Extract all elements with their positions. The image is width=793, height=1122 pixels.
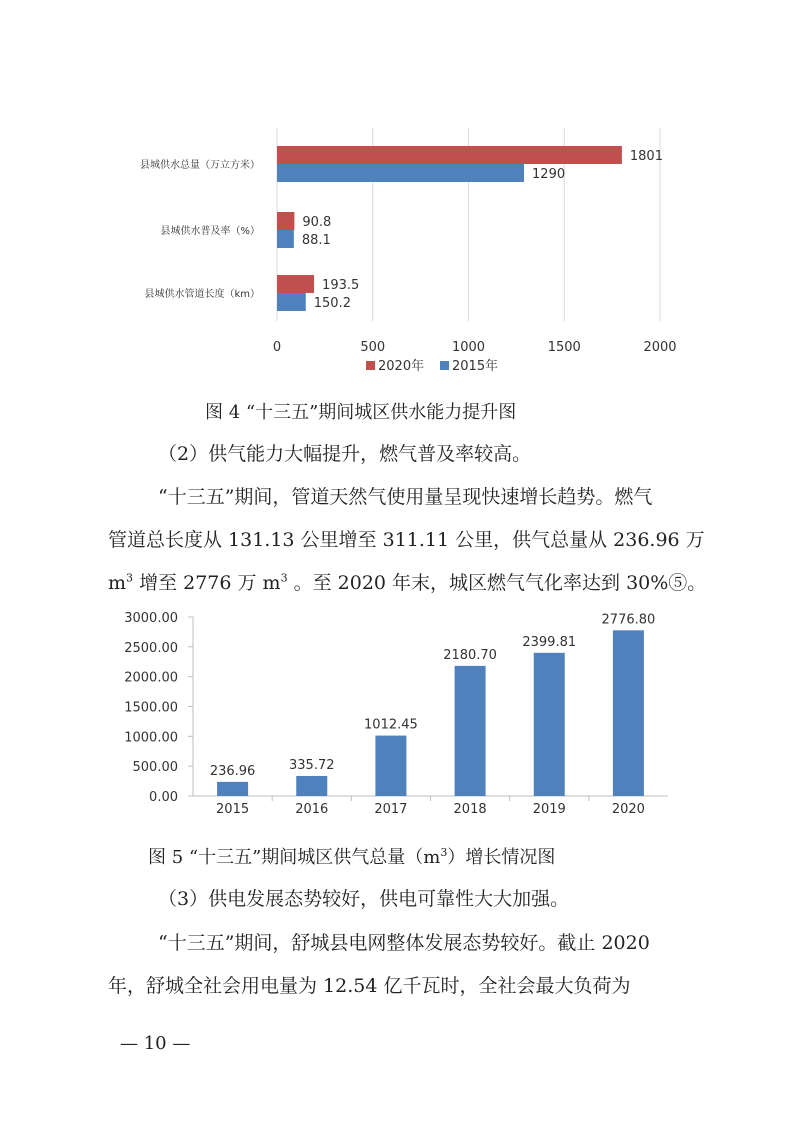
figure-4-caption: 图 4 “十三五”期间城区供水能力提升图 xyxy=(205,402,517,423)
data-label: 2180.70 xyxy=(443,647,497,663)
y-tick-label: 2000.00 xyxy=(124,670,178,686)
data-label: 1801 xyxy=(629,149,663,164)
data-label: 2399.81 xyxy=(522,634,577,650)
bar xyxy=(613,630,644,796)
data-label: 90.8 xyxy=(302,215,332,230)
data-label: 1012.45 xyxy=(364,717,418,733)
y-tick-label: 0.00 xyxy=(149,790,178,805)
bar xyxy=(217,782,248,796)
bar xyxy=(534,653,565,796)
y-tick-label: 1000.00 xyxy=(124,730,178,746)
category-label: 县城供水管道长度（km） xyxy=(144,289,260,300)
section-heading-power: （3）供电发展态势较好，供电可靠性大大加强。 xyxy=(158,888,570,910)
paragraph-power-line-2: 年，舒城全社会用电量为 12.54 亿千瓦时，全社会最大负荷为 xyxy=(108,975,631,997)
data-label: 193.5 xyxy=(322,278,360,293)
legend-label: 2015年 xyxy=(452,359,499,374)
data-label: 1290 xyxy=(532,167,566,182)
x-tick-label: 2019 xyxy=(532,802,566,817)
x-tick-label: 2016 xyxy=(295,802,329,817)
paragraph-gas-line-3: $m^3$ 增至 2776 万 $m^3$ 。至 2020 年末，城区燃气气化率达到 30%⑤。 xyxy=(108,571,707,594)
x-tick-label: 500 xyxy=(360,340,386,355)
legend-label: 2020年 xyxy=(378,359,425,374)
y-tick-label: 500.00 xyxy=(132,760,178,776)
y-tick-label: 2500.00 xyxy=(124,640,178,656)
x-tick-label: 2018 xyxy=(453,802,487,817)
x-tick-label: 1500 xyxy=(547,340,581,355)
data-label: 88.1 xyxy=(301,233,331,248)
paragraph-power-line-1: “十三五”期间，舒城县电网整体发展态势较好。截止 2020 xyxy=(158,932,650,954)
paragraph-gas-line-1: “十三五”期间，管道天然气使用量呈现快速增长趋势。燃气 xyxy=(158,486,653,508)
bar xyxy=(296,776,327,796)
x-tick-label: 1000 xyxy=(451,340,486,355)
bar xyxy=(375,736,406,796)
data-label: 2776.80 xyxy=(601,612,656,628)
section-heading-gas: （2）供气能力大幅提升，燃气普及率较高。 xyxy=(158,443,532,465)
category-label: 县城供水普及率（%） xyxy=(160,226,260,237)
paragraph-gas-line-2: 管道总长度从 131.13 公里增至 311.11 公里，供气总量从 236.96 万 xyxy=(108,529,705,551)
page-number: — 10 — xyxy=(120,1033,191,1054)
x-tick-label: 2017 xyxy=(374,802,408,817)
x-tick-label: 2020 xyxy=(611,802,645,817)
x-tick-label: 0 xyxy=(272,340,282,355)
data-label: 335.72 xyxy=(289,757,335,773)
x-tick-label: 2000 xyxy=(643,340,677,355)
category-label: 县城供水总量（万立方米） xyxy=(140,160,260,171)
data-label: 236.96 xyxy=(209,763,256,779)
x-tick-label: 2015 xyxy=(216,802,250,817)
bar xyxy=(455,666,486,796)
y-tick-label: 1500.00 xyxy=(124,700,178,716)
figure-5-caption: 图 5 “十三五”期间城区供气总量$(m^3)$增长情况图 xyxy=(148,846,556,868)
y-tick-label: 3000.00 xyxy=(124,611,178,626)
data-label: 150.2 xyxy=(313,296,351,311)
